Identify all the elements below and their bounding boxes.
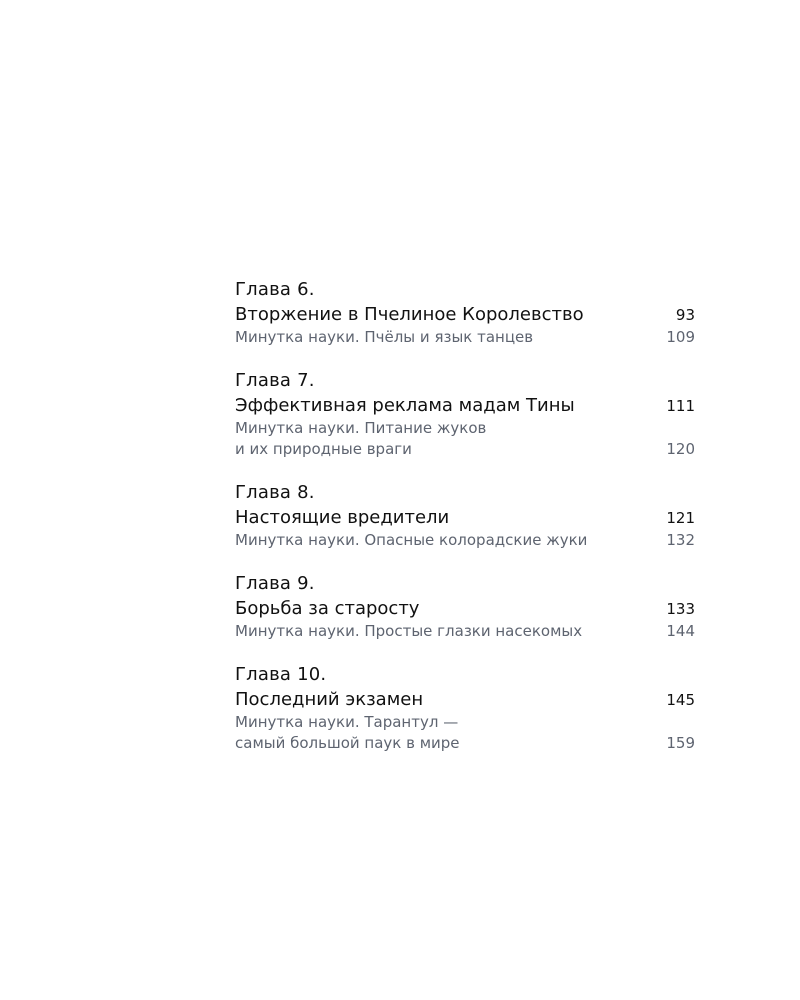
chapter-entry-9 (235, 571, 695, 642)
chapter-number: Глава 7. (235, 370, 315, 391)
chapter-title-line[interactable] (235, 506, 695, 530)
chapter-title-line[interactable] (235, 597, 695, 621)
chapter-entry-7 (235, 368, 695, 460)
science-minute-page-number: 144 (666, 622, 695, 640)
science-minute-line[interactable] (235, 712, 695, 754)
science-minute-page-number: 132 (666, 531, 695, 549)
chapter-entry-6 (235, 277, 695, 348)
science-minute-title: Минутка науки. Пчёлы и язык танцев (235, 328, 534, 346)
science-minute-line[interactable] (235, 621, 695, 642)
chapter-title-line[interactable] (235, 688, 695, 712)
chapter-page-number: 133 (666, 600, 695, 618)
chapter-title: Последний экзамен (235, 689, 424, 710)
science-minute-line[interactable] (235, 530, 695, 551)
science-minute-title: Минутка науки. Опасные колорадские жуки (235, 531, 588, 549)
chapter-number: Глава 6. (235, 279, 315, 300)
chapter-title: Настоящие вредители (235, 507, 450, 528)
science-minute-page-number: 109 (666, 328, 695, 346)
chapter-entry-8 (235, 480, 695, 551)
chapter-number: Глава 9. (235, 573, 315, 594)
science-minute-page-number: 120 (666, 440, 695, 458)
chapter-number: Глава 8. (235, 482, 315, 503)
chapter-title: Борьба за старосту (235, 598, 420, 619)
science-minute-title: Минутка науки. Питание жуков и их природные враги (235, 419, 487, 458)
table-of-contents (235, 277, 695, 774)
chapter-title-line[interactable] (235, 394, 695, 418)
science-minute-title: Минутка науки. Тарантул — самый большой паук в мире (235, 713, 460, 752)
science-minute-line[interactable] (235, 418, 695, 460)
chapter-page-number: 121 (666, 509, 695, 527)
science-minute-line[interactable] (235, 327, 695, 348)
chapter-title: Эффективная реклама мадам Тины (235, 395, 575, 416)
chapter-page-number: 111 (666, 397, 695, 415)
chapter-page-number: 93 (675, 306, 695, 324)
chapter-entry-10 (235, 662, 695, 754)
science-minute-page-number: 159 (666, 734, 695, 752)
chapter-number: Глава 10. (235, 664, 327, 685)
chapter-title-line[interactable] (235, 303, 695, 327)
chapter-title: Вторжение в Пчелиное Королевство (235, 304, 584, 325)
chapter-page-number: 145 (666, 691, 695, 709)
science-minute-title: Минутка науки. Простые глазки насекомых (235, 622, 583, 640)
